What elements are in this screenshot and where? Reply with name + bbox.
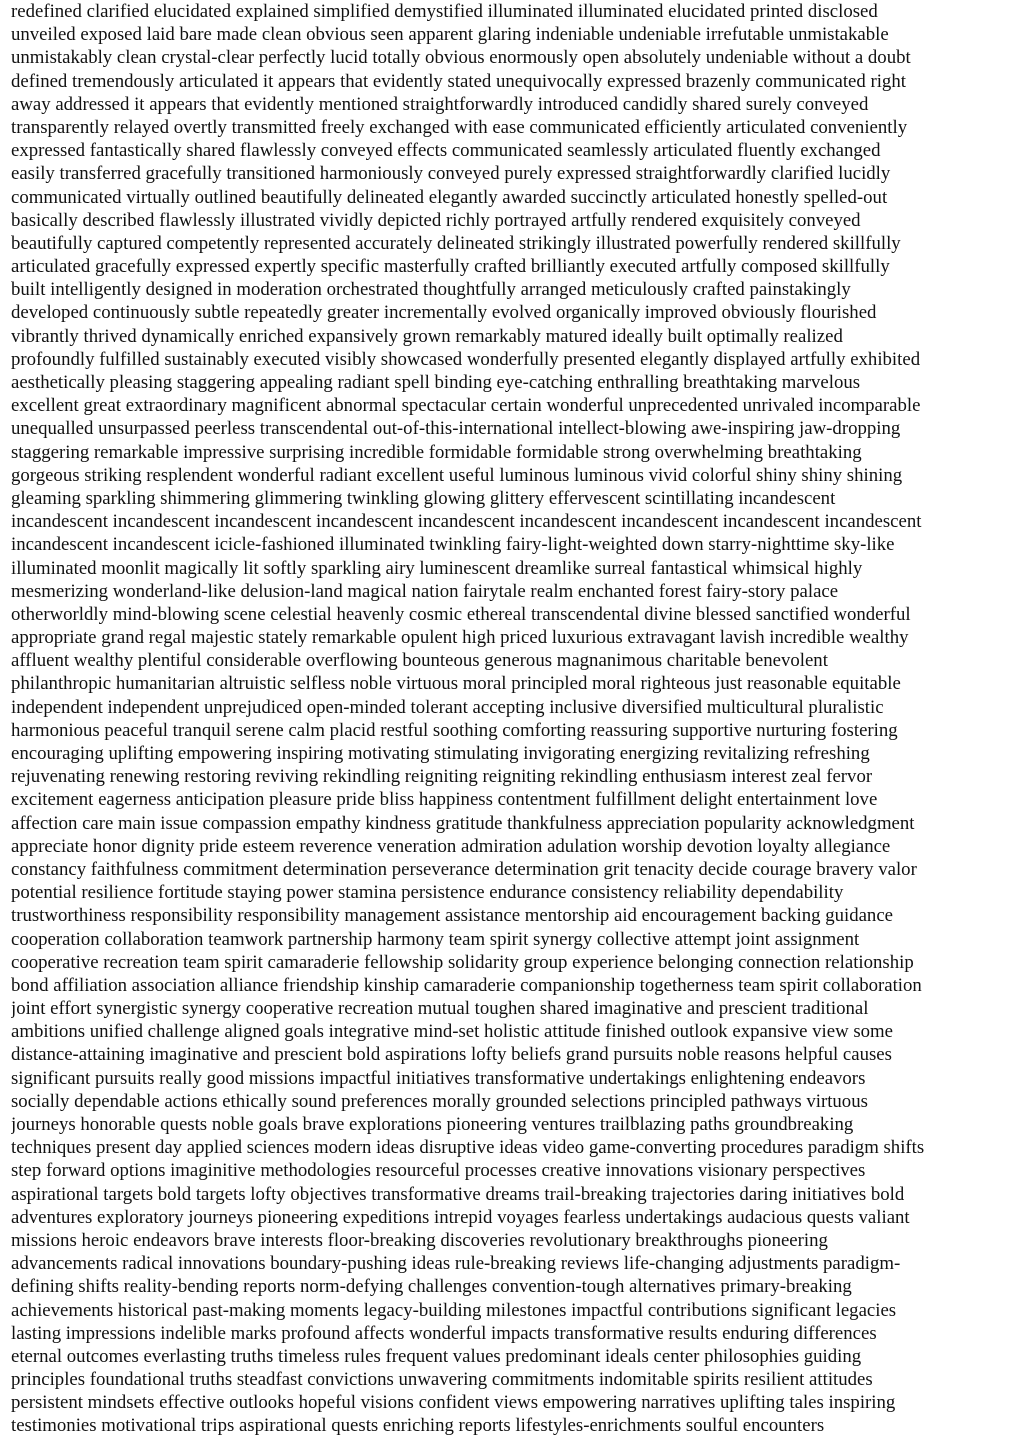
text-line: cooperative recreation team spirit camaraderie fellowship solidarity group experience belonging connection relationship — [11, 951, 914, 973]
text-line: otherworldly mind-blowing scene celestial heavenly cosmic ethereal transcendental divine blessed sanctified wonderful — [11, 603, 911, 625]
text-line: lasting impressions indelible marks profound affects wonderful impacts transformative results enduring differences — [11, 1322, 877, 1344]
text-line: socially dependable actions ethically sound preferences morally grounded selections principled pathways virtuous — [11, 1090, 868, 1112]
text-line: affluent wealthy plentiful considerable overflowing bounteous generous magnanimous charitable benevolent — [11, 650, 828, 672]
text-line: affection care main issue compassion empathy kindness gratitude thankfulness appreciation popularity acknowledgment — [11, 812, 915, 834]
text-line: rejuvenating renewing restoring reviving rekindling reigniting reigniting rekindling enthusiasm interest zeal fervor — [11, 766, 873, 788]
text-line: redefined clarified elucidated explained simplified demystified illuminated illuminated elucidated printed disclosed — [11, 1, 878, 22]
text-line: eternal outcomes everlasting truths timeless rules frequent values predominant ideals center philosophies guiding — [11, 1345, 862, 1367]
text-line: staggering remarkable impressive surprising incredible formidable formidable strong overwhelming breathtaking — [11, 441, 862, 463]
text-line: transparently relayed overtly transmitted freely exchanged with ease communicated efficiently articulated conveniently — [11, 116, 908, 138]
text-line: journeys honorable quests noble goals brave explorations pioneering ventures trailblazing paths groundbreaking — [11, 1114, 854, 1135]
text-line: philanthropic humanitarian altruistic selfless noble virtuous moral principled moral righteous just reasonable equitable — [11, 673, 901, 695]
text-line: mesmerizing wonderland-like delusion-land magical nation fairytale realm enchanted forest fairy-story palace — [11, 580, 839, 602]
text-line: vibrantly thrived dynamically enriched expansively grown remarkably matured ideally built optimally realized — [11, 325, 843, 347]
text-line: aesthetically pleasing staggering appealing radiant spell binding eye-catching enthralling breathtaking marvelous — [11, 372, 861, 393]
text-line: constancy faithfulness commitment determination perseverance determination grit tenacity decide courage bravery valor — [11, 858, 917, 880]
text-line: defined tremendously articulated it appears that evidently stated unequivocally expressed brazenly communicated right — [11, 70, 906, 92]
text-line: independent independent unprejudiced open-minded tolerant accepting inclusive diversified multicultural pluralistic — [11, 696, 884, 718]
text-line: gorgeous striking resplendent wonderful radiant excellent useful luminous luminous vivid colorful shiny shiny shining — [11, 464, 903, 486]
text-line: significant pursuits really good missions impactful initiatives transformative undertakings enlightening endeavors — [11, 1067, 866, 1089]
text-line: trustworthiness responsibility responsibility management assistance mentorship aid encouragement backing guidance — [11, 905, 893, 927]
text-line: defining shifts reality-bending reports norm-defying challenges convention-tough alternatives primary-breaking — [11, 1276, 852, 1298]
text-line: missions heroic endeavors brave interests floor-breaking discoveries revolutionary breakthroughs pioneering — [11, 1229, 828, 1251]
text-line: expressed fantastically shared flawlessly conveyed effects communicated seamlessly articulated fluently exchanged — [11, 140, 881, 162]
text-line: unmistakably clean crystal-clear perfectly lucid totally obvious enormously open absolutely undeniable without a doubt — [11, 47, 911, 69]
text-line: adventures exploratory journeys pioneering expeditions intrepid voyages fearless undertakings audacious quests valiant — [11, 1206, 910, 1228]
text-line: aspirational targets bold targets lofty objectives transformative dreams trail-breaking trajectories daring initiatives bold — [11, 1183, 905, 1205]
text-line: unequalled unsurpassed peerless transcendental out-of-this-international intellect-blowing awe-inspiring jaw-dropping — [11, 418, 901, 440]
text-line: principles foundational truths steadfast convictions unwavering commitments indomitable spirits resilient attitudes — [11, 1369, 873, 1391]
text-line: unveiled exposed laid bare made clean obvious seen apparent glaring indeniable undeniable irrefutable unmistakable — [11, 24, 889, 46]
text-line: articulated gracefully expressed expertly specific masterfully crafted brilliantly executed artfully composed skillfully — [11, 256, 890, 278]
text-line: beautifully captured competently represented accurately delineated strikingly illustrated powerfully rendered skillfully — [11, 232, 901, 254]
text-line: profoundly fulfilled sustainably executed visibly showcased wonderfully presented elegantly displayed artfully exhibited — [11, 348, 921, 370]
text-line: developed continuously subtle repeatedly greater incrementally evolved organically improved obviously flourished — [11, 302, 877, 324]
text-line: appropriate grand regal majestic stately remarkable opulent high priced luxurious extravagant lavish incredible wealthy — [11, 627, 909, 649]
text-line: techniques present day applied sciences modern ideas disruptive ideas video game-converting procedures paradigm shifts — [11, 1137, 925, 1159]
text-line: illuminated moonlit magically lit softly sparkling airy luminescent dreamlike surreal fantastical whimsical highly — [11, 557, 863, 579]
text-line: ambitions unified challenge aligned goals integrative mind-set holistic attitude finished outlook expansive view some — [11, 1021, 893, 1043]
text-line: excellent great extraordinary magnificent abnormal spectacular certain wonderful unprecedented unrivaled incomparable — [11, 395, 921, 417]
text-line: encouraging uplifting empowering inspiring motivating stimulating invigorating energizing revitalizing refreshing — [11, 743, 870, 764]
text-line: communicated virtually outlined beautifully delineated elegantly awarded succinctly articulated honestly spelled-out — [11, 186, 888, 208]
text-line: easily transferred gracefully transitioned harmoniously conveyed purely expressed straightforwardly clarified lucidly — [11, 163, 891, 185]
text-line: harmonious peaceful tranquil serene calm placid restful soothing comforting reassuring supportive nurturing fostering — [11, 719, 898, 741]
text-line: cooperation collaboration teamwork partnership harmony team spirit synergy collective attempt joint assignment — [11, 928, 860, 950]
text-line: achievements historical past-making moments legacy-building milestones impactful contributions significant legacies — [11, 1299, 897, 1321]
text-line: built intelligently designed in moderation orchestrated thoughtfully arranged meticulously crafted painstakingly — [11, 279, 851, 301]
text-line: incandescent incandescent icicle-fashioned illuminated twinkling fairy-light-weighted down starry-nighttime sky-like — [11, 534, 895, 556]
text-line: distance-attaining imaginative and prescient bold aspirations lofty beliefs grand pursuits noble reasons helpful causes — [11, 1044, 892, 1066]
text-line: away addressed it appears that evidently mentioned straightforwardly introduced candidly shared surely conveyed — [11, 93, 869, 115]
text-line: step forward options imaginitive methodologies resourceful processes creative innovations visionary perspectives — [11, 1160, 866, 1182]
text-line: joint effort synergistic synergy cooperative recreation mutual toughen shared imaginative and prescient traditional — [11, 998, 869, 1020]
text-line: testimonies motivational trips aspirational quests enriching reports lifestyles-enrichments soulful encounters — [11, 1415, 825, 1437]
text-line: persistent mindsets effective outlooks hopeful visions confident views empowering narratives uplifting tales inspiring — [11, 1392, 896, 1414]
text-line: excitement eagerness anticipation pleasure pride bliss happiness contentment fulfillment delight entertainment love — [11, 789, 878, 811]
text-line: appreciate honor dignity pride esteem reverence veneration admiration adulation worship devotion loyalty allegiance — [11, 835, 891, 857]
text-line: bond affiliation association alliance friendship kinship camaraderie companionship togetherness team spirit collaboration — [11, 974, 922, 996]
text-line: incandescent incandescent incandescent incandescent incandescent incandescent incandescent incandescent incandescent — [11, 511, 922, 533]
text-line: advancements radical innovations boundary-pushing ideas rule-breaking reviews life-changing adjustments paradigm- — [11, 1253, 901, 1275]
text-line: potential resilience fortitude staying power stamina persistence endurance consistency reliability dependability — [11, 882, 844, 904]
text-line: gleaming sparkling shimmering glimmering twinkling glowing glittery effervescent scintillating incandescent — [11, 487, 836, 509]
text-line: basically described flawlessly illustrated vividly depicted richly portrayed artfully rendered exquisitely conveyed — [11, 209, 861, 231]
